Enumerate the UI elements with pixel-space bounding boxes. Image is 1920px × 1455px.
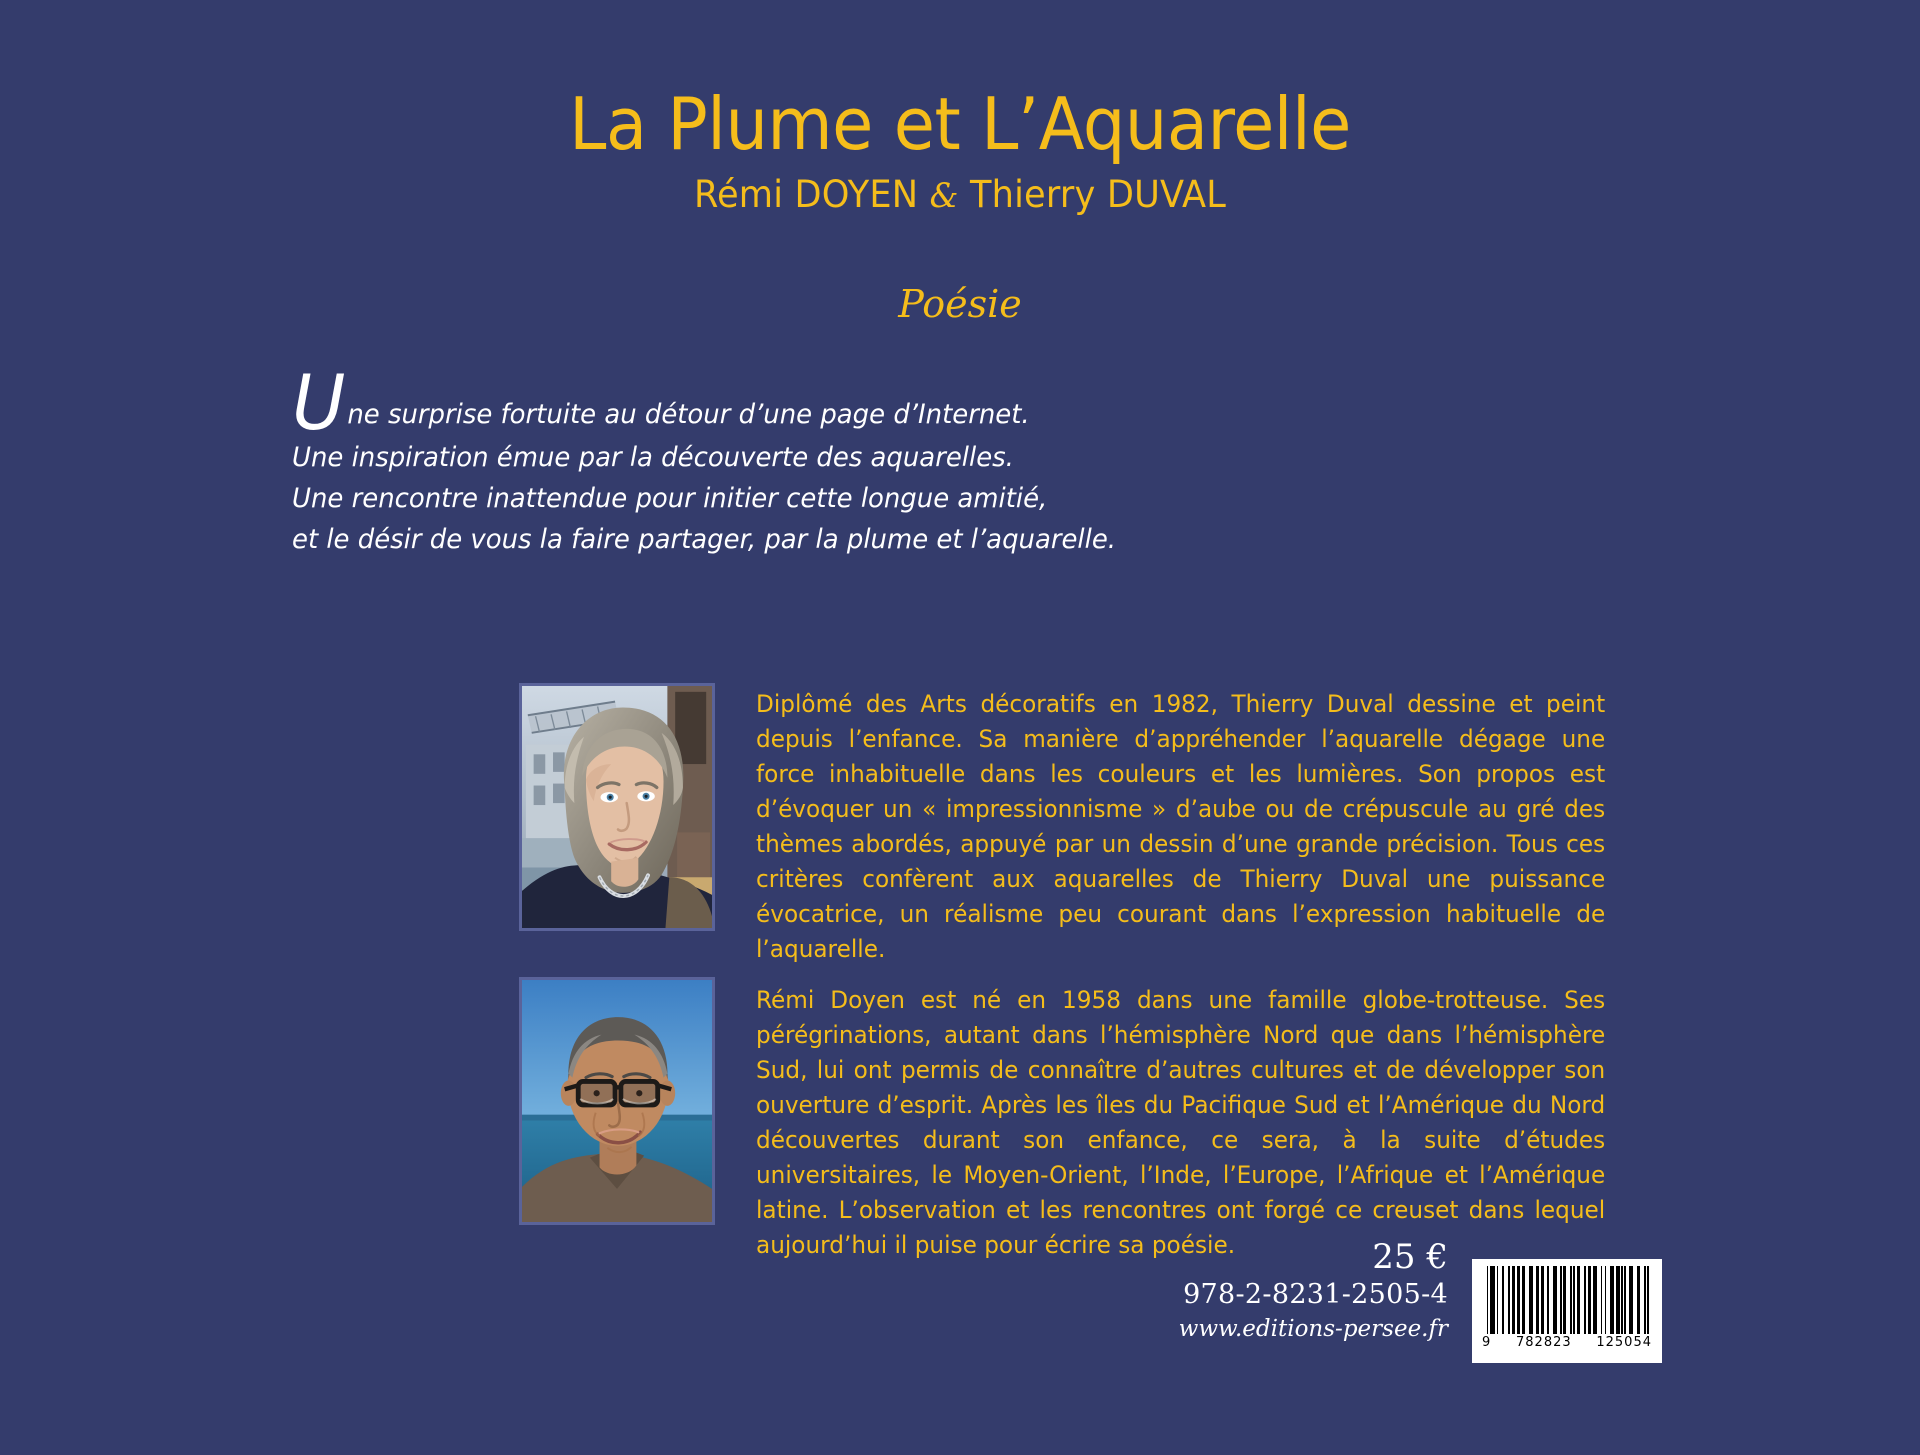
bio-block-remi-doyen bbox=[519, 977, 1636, 1263]
blurb-line-1-rest: ne surprise fortuite au détour d’une page d’Internet. bbox=[347, 399, 1030, 430]
barcode-bars bbox=[1480, 1266, 1654, 1334]
page-title: La Plume et L’Aquarelle bbox=[569, 82, 1351, 166]
portrait-illustration-thierry bbox=[522, 686, 712, 928]
price-isbn-column bbox=[1179, 1237, 1472, 1363]
author-photo-remi-doyen bbox=[519, 977, 715, 1225]
author-photo-thierry-duval bbox=[519, 683, 715, 931]
blurb-dropcap: U bbox=[292, 358, 346, 447]
publisher-website: www.editions-persee.fr bbox=[1178, 1316, 1448, 1342]
bio-block-thierry-duval bbox=[519, 683, 1636, 967]
authors-line bbox=[48, 173, 1872, 216]
barcode bbox=[1472, 1259, 1662, 1363]
blurb-text bbox=[292, 358, 1252, 560]
barcode-digit-group-left: 782823 bbox=[1516, 1335, 1572, 1350]
barcode-digits bbox=[1480, 1334, 1654, 1351]
isbn-label: 978-2-8231-2505-4 bbox=[1183, 1279, 1448, 1310]
bio-paragraph-remi-doyen: Rémi Doyen est né en 1958 dans une famille globe-trotteuse. Ses pérégrinations, autant dans l’hémisphère Nord que dans l’hémisphère Sud, lui ont permis de connaître d’autres cultures et de développer son ouverture d’esprit. Après les îles du Pacifique Sud et l’Amérique du Nord découvertes durant son enfance, ce sera, à la suite d’études universitaires, le Moyen-Orient, l’Inde, l’Europe, l’Afrique et l’Amérique latine. L’observation et les rencontres ont forgé ce creuset dans lequel aujourd’hui il puise pour écrire sa poésie. bbox=[756, 986, 1606, 1259]
blurb-line-3: Une rencontre inattendue pour initier cette longue amitié, bbox=[292, 483, 1048, 514]
footer-block bbox=[1179, 1237, 1662, 1363]
author-one: Rémi DOYEN bbox=[693, 173, 930, 217]
author-two: Thierry DUVAL bbox=[958, 173, 1227, 217]
barcode-digit-group-right: 125054 bbox=[1596, 1335, 1652, 1350]
ampersand-glyph: & bbox=[929, 176, 959, 217]
blurb-line-1 bbox=[292, 358, 1252, 447]
price-label: 25 € bbox=[1372, 1237, 1448, 1277]
bio-paragraph-thierry-duval: Diplômé des Arts décoratifs en 1982, Thierry Duval dessine et peint depuis l’enfance. Sa manière d’appréhender l’aquarelle dégage une force inhabituelle dans les couleurs et les lumières. Son propos est d’évoquer un « impressionnisme » d’aube ou de crépuscule au gré des thèmes abordés, appuyé par un dessin d’une grande précision. Tous ces critères confèrent aux aquarelles de Thierry Duval une puissance évocatrice, un réalisme peu courant dans l’expression habituelle de l’aquarelle. bbox=[756, 690, 1606, 963]
barcode-digit-lead: 9 bbox=[1482, 1335, 1492, 1350]
title-block bbox=[0, 82, 1920, 217]
blurb-line-4: et le désir de vous la faire partager, par la plume et l’aquarelle. bbox=[292, 524, 1117, 555]
portrait-illustration-remi bbox=[522, 980, 712, 1222]
genre-label: Poésie bbox=[898, 282, 1022, 326]
blurb-line-2: Une inspiration émue par la découverte des aquarelles. bbox=[292, 442, 1014, 473]
